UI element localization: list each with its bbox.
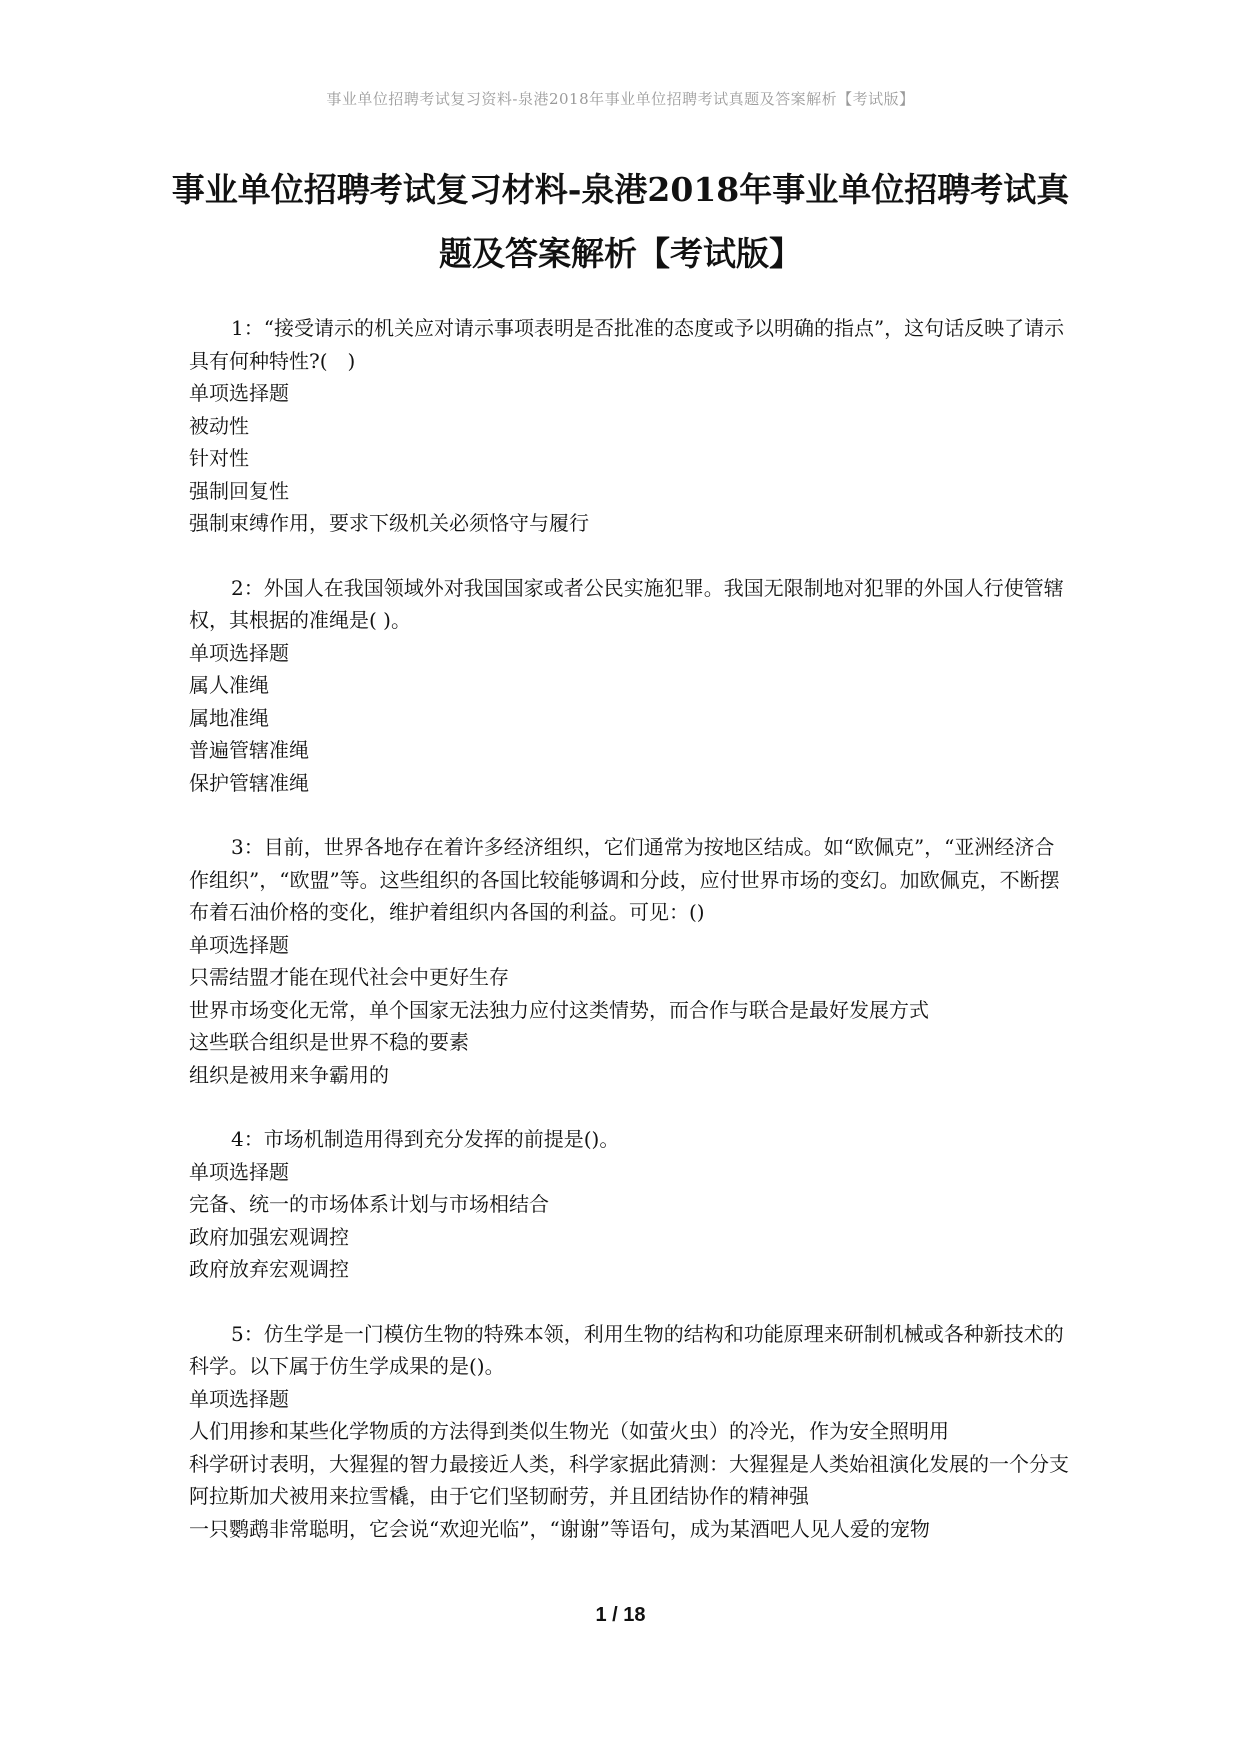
question-type: 单项选择题 <box>189 640 289 665</box>
answer-option: 针对性 <box>189 446 249 470</box>
question-type: 单项选择题 <box>189 932 289 957</box>
answer-option: 保护管辖准绳 <box>189 770 309 795</box>
question-type: 单项选择题 <box>189 1159 289 1184</box>
answer-option: 属人准绳 <box>189 673 269 697</box>
answer-option: 一只鹦鹉非常聪明，它会说“欢迎光临”，“谢谢”等语句，成为某酒吧人见人爱的宠物 <box>189 1516 930 1541</box>
question-item <box>189 312 1074 540</box>
question-type: 单项选择题 <box>189 1386 289 1411</box>
answer-option: 强制回复性 <box>189 478 289 503</box>
question-list <box>189 312 1074 1545</box>
answer-option: 阿拉斯加犬被用来拉雪橇，由于它们坚韧耐劳，并且团结协作的精神强 <box>189 1484 809 1508</box>
question-stem: 3：目前，世界各地存在着许多经济组织，它们通常为按地区结成。如“欧佩克”，“亚洲经济合作组织”，“欧盟”等。这些组织的各国比较能够调和分歧，应付世界市场的变幻。加欧佩克，不断摆布着石油价格的变化，维护着组织内各国的利益。可见：() <box>189 835 1060 924</box>
question-stem: 2：外国人在我国领域外对我国国家或者公民实施犯罪。我国无限制地对犯罪的外国人行使管辖权，其根据的准绳是( )。 <box>189 575 1064 632</box>
answer-option: 科学研讨表明，大猩猩的智力最接近人类，科学家据此猜测：大猩猩是人类始祖演化发展的一个分支 <box>189 1451 1069 1476</box>
answer-option: 这些联合组织是世界不稳的要素 <box>189 1030 469 1054</box>
question-item <box>189 572 1074 800</box>
answer-option: 强制束缚作用，要求下级机关必须恪守与履行 <box>189 511 589 535</box>
answer-option: 完备、统一的市场体系计划与市场相结合 <box>189 1192 549 1216</box>
question-item <box>189 1123 1074 1286</box>
question-item <box>189 1318 1074 1546</box>
question-stem: 4：市场机制造用得到充分发挥的前提是()。 <box>231 1127 620 1151</box>
question-stem: 1：“接受请示的机关应对请示事项表明是否批准的态度或予以明确的指点”，这句话反映了请示具有何种特性?( ) <box>189 316 1065 373</box>
answer-option: 政府加强宏观调控 <box>189 1224 349 1249</box>
question-item <box>189 831 1074 1091</box>
question-stem: 5：仿生学是一门模仿生物的特殊本领，利用生物的结构和功能原理来研制机械或各种新技术的科学。以下属于仿生学成果的是()。 <box>189 1321 1064 1378</box>
answer-option: 被动性 <box>189 413 249 438</box>
question-type: 单项选择题 <box>189 381 289 405</box>
answer-option: 属地准绳 <box>189 705 269 730</box>
answer-option: 世界市场变化无常，单个国家无法独力应付这类情势，而合作与联合是最好发展方式 <box>189 997 929 1022</box>
page-title: 事业单位招聘考试复习材料-泉港2018年事业单位招聘考试真题及答案解析【考试版】 <box>171 170 1070 273</box>
answer-option: 普遍管辖准绳 <box>189 738 309 762</box>
page-number: 1 / 18 <box>595 1604 646 1626</box>
answer-option: 只需结盟才能在现代社会中更好生存 <box>189 965 509 989</box>
running-header: 事业单位招聘考试复习资料-泉港2018年事业单位招聘考试真题及答案解析【考试版】 <box>326 90 915 108</box>
answer-option: 人们用掺和某些化学物质的方法得到类似生物光（如萤火虫）的冷光，作为安全照明用 <box>189 1419 949 1443</box>
answer-option: 政府放弃宏观调控 <box>189 1257 349 1281</box>
answer-option: 组织是被用来争霸用的 <box>189 1062 389 1087</box>
